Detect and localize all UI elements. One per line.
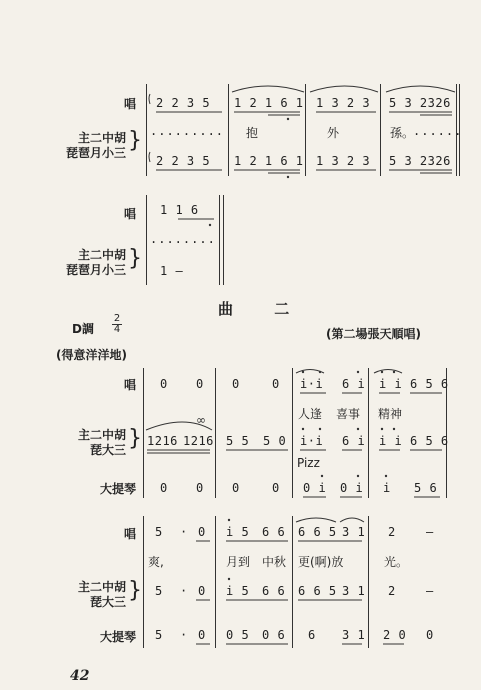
time-signature	[112, 314, 122, 335]
voice-label: 唱	[123, 97, 136, 111]
barline	[368, 368, 369, 498]
barline	[380, 84, 381, 176]
lyric: 精神	[378, 407, 403, 421]
octave-dot	[381, 428, 383, 430]
jianpu-notes: 2 2 3 5	[156, 96, 211, 110]
jianpu-dot: ·	[180, 584, 188, 598]
jianpu-note: 0 i	[303, 481, 327, 495]
slur-mark	[296, 370, 324, 374]
lyric: 人逢	[298, 407, 323, 421]
jianpu-notes: 3 1	[342, 525, 366, 539]
slur-mark	[374, 370, 402, 374]
octave-dot	[381, 371, 383, 373]
erhu-label: 主二中胡	[77, 131, 126, 145]
jianpu-notes: 6 6	[262, 525, 286, 539]
lyric: 爽,	[148, 555, 164, 569]
jianpu-note: 2	[388, 584, 396, 598]
slur-mark	[386, 86, 455, 92]
lyric: 喜事	[336, 407, 361, 421]
jianpu-notes: 0 5	[226, 628, 250, 642]
slur-mark	[340, 518, 364, 522]
pipa-label: 琵大三	[89, 443, 126, 457]
jianpu-notes: 1 3 2 3	[316, 154, 371, 168]
jianpu-note: 0	[196, 481, 204, 495]
system-start-barline	[146, 195, 147, 285]
jianpu-note: 6 5 6	[410, 434, 449, 448]
jianpu-notes: 6 6	[262, 584, 286, 598]
slur-mark	[149, 152, 150, 162]
instrument-label	[48, 131, 126, 161]
barline	[215, 368, 216, 498]
jianpu-note: 0	[232, 377, 240, 391]
jianpu-note: i·i	[300, 434, 324, 448]
octave-dot	[287, 118, 289, 120]
lyric: 光。	[384, 555, 409, 569]
jianpu-note: i·i	[300, 377, 324, 391]
jianpu-notes: 5 3 2326	[389, 96, 451, 110]
octave-dot	[393, 371, 395, 373]
jianpu-note: 5	[155, 628, 163, 642]
key-signature: D調	[72, 322, 94, 336]
jianpu-note: 0 i	[340, 481, 364, 495]
octave-dot	[302, 371, 304, 373]
jianpu-note: 0	[198, 584, 206, 598]
piece-title: 曲 二	[218, 300, 308, 318]
octave-dot	[357, 475, 359, 477]
jianpu-note: 6 5 6	[410, 377, 449, 391]
jianpu-note: 0	[198, 525, 206, 539]
lyric: 中秋	[262, 555, 287, 569]
instrument-label	[48, 248, 126, 278]
octave-dot	[357, 371, 359, 373]
slur-mark	[146, 422, 212, 430]
voice-label: 唱	[123, 207, 136, 221]
jianpu-note: 0	[198, 628, 206, 642]
octave-dot	[393, 428, 395, 430]
lyric: 抱	[246, 126, 259, 140]
instrument-label	[58, 428, 126, 458]
final-barline	[219, 195, 220, 285]
jianpu-note: 0	[160, 481, 168, 495]
jianpu-note: i i	[379, 434, 403, 448]
sustain-dash: —	[426, 584, 434, 598]
jianpu-note: 6	[308, 628, 316, 642]
staff-brace: }	[128, 426, 142, 451]
jianpu-note: 0	[160, 377, 168, 391]
jianpu-notes: 2 0	[383, 628, 407, 642]
rest-dots: .........	[150, 124, 225, 138]
jianpu-notes: 1216	[147, 434, 178, 448]
jianpu-dot: ·	[180, 628, 188, 642]
lyric: 更(啊)放	[298, 555, 344, 569]
octave-dot	[321, 475, 323, 477]
pipa-label: 琵琶月小三	[65, 146, 126, 160]
staff-brace: }	[128, 128, 142, 153]
jianpu-notes: 1 2 1 6 1	[234, 154, 304, 168]
jianpu-notes: 5 5	[226, 434, 250, 448]
performer-credit: (第二場張天順唱)	[326, 327, 421, 341]
jianpu-notes: 1 2 1 6 1	[234, 96, 304, 110]
jianpu-note: 6 i	[342, 434, 366, 448]
jianpu-note: 5	[155, 525, 163, 539]
pipa-label: 琵琶月小三	[65, 263, 126, 277]
octave-dot	[319, 428, 321, 430]
voice-label: 唱	[123, 378, 136, 392]
slur-mark	[310, 86, 378, 92]
jianpu-notes: 5 0	[263, 434, 287, 448]
pipa-label: 琵大三	[89, 595, 126, 609]
jianpu-notes: i 5	[226, 525, 250, 539]
jianpu-note: 0	[196, 377, 204, 391]
jianpu-notes: 1 3 2 3	[316, 96, 371, 110]
rest-dots: ......	[413, 124, 463, 138]
jianpu-notes: 6 6 5	[298, 584, 337, 598]
octave-dot	[357, 428, 359, 430]
jianpu-notes: 0 6	[262, 628, 286, 642]
jianpu-note: i i	[379, 377, 403, 391]
jianpu-notes: 1216	[183, 434, 214, 448]
final-barline	[223, 195, 224, 285]
rest-dots: ........	[150, 232, 216, 246]
jianpu-note: 6 i	[342, 377, 366, 391]
repeat-sign: ∞	[196, 413, 206, 427]
jianpu-note: 5 6	[414, 481, 438, 495]
barline	[368, 516, 369, 648]
page-number: 42	[70, 668, 90, 684]
jianpu-note: i	[383, 481, 391, 495]
jianpu-notes: 3 1	[342, 584, 366, 598]
bass-label: 大提琴	[99, 482, 136, 496]
time-top: 2	[113, 313, 121, 324]
system-start-barline	[146, 84, 147, 176]
octave-dot	[302, 428, 304, 430]
jianpu-notes: 1 —	[160, 264, 184, 278]
lyric: 孫。	[390, 126, 415, 140]
jianpu-note: 0	[426, 628, 434, 642]
octave-dot	[287, 176, 289, 178]
jianpu-note: 0	[272, 377, 280, 391]
barline	[292, 516, 293, 648]
lyric: 月到	[226, 555, 251, 569]
jianpu-note: 5	[155, 584, 163, 598]
jianpu-notes: 5 3 2326	[389, 154, 451, 168]
slur-mark	[232, 86, 304, 92]
system-start-barline	[143, 516, 144, 648]
jianpu-notes: i 5	[226, 584, 250, 598]
octave-dot	[228, 578, 230, 580]
voice-label: 唱	[123, 527, 136, 541]
erhu-label: 主二中胡	[77, 428, 126, 442]
staff-brace: }	[128, 246, 142, 271]
system-start-barline	[143, 368, 144, 498]
octave-dot	[385, 475, 387, 477]
barline	[292, 368, 293, 498]
time-bottom: 4	[113, 324, 121, 335]
jianpu-note: 2	[388, 525, 396, 539]
jianpu-dot: ·	[180, 525, 188, 539]
jianpu-note: 0	[272, 481, 280, 495]
jianpu-notes: 2 2 3 5	[156, 154, 211, 168]
barline	[305, 84, 306, 176]
jianpu-note: 0	[232, 481, 240, 495]
bass-label: 大提琴	[99, 630, 136, 644]
slur-mark	[296, 518, 336, 522]
barline	[215, 516, 216, 648]
tempo-marking: (得意洋洋地)	[56, 348, 127, 362]
sustain-dash: —	[426, 525, 434, 539]
staff-brace: }	[128, 578, 142, 603]
octave-dot	[319, 371, 321, 373]
pizzicato-marking: Pizz	[297, 456, 320, 470]
erhu-label: 主二中胡	[77, 248, 126, 262]
jianpu-notes: 6 6 5	[298, 525, 337, 539]
instrument-label	[58, 580, 126, 610]
jianpu-notes: 3 1	[342, 628, 366, 642]
jianpu-notes: 1 1 6	[160, 203, 199, 217]
octave-dot	[209, 224, 211, 226]
erhu-label: 主二中胡	[77, 580, 126, 594]
barline	[228, 84, 229, 176]
octave-dot	[228, 519, 230, 521]
lyric: 外	[327, 126, 340, 140]
slur-mark	[149, 94, 150, 104]
